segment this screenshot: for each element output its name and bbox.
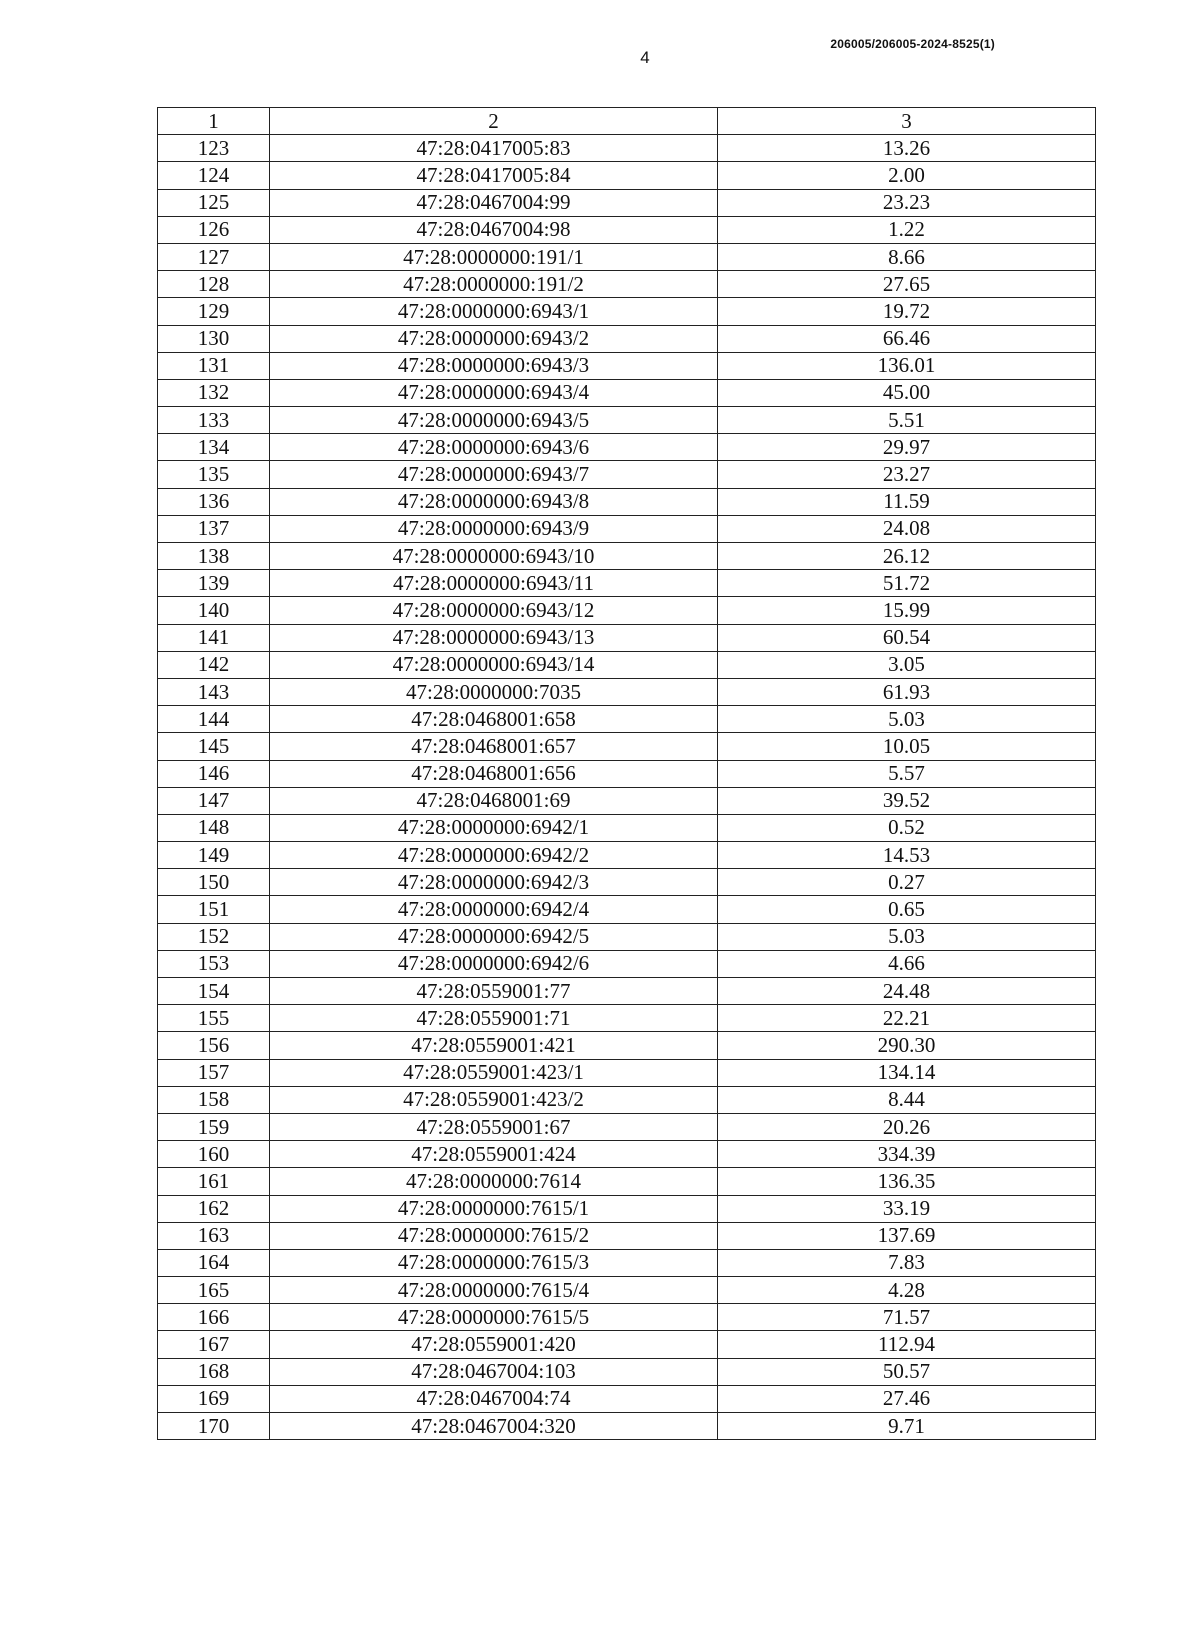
row-number-cell: 163 [158,1222,270,1249]
area-cell: 137.69 [718,1222,1096,1249]
area-cell: 134.14 [718,1059,1096,1086]
table-row [158,978,1096,1005]
row-number-cell: 126 [158,216,270,243]
area-cell: 29.97 [718,434,1096,461]
cadastral-number-cell: 47:28:0559001:424 [270,1141,718,1168]
row-number-cell: 129 [158,298,270,325]
page-number: 4 [640,48,650,67]
row-number-cell: 139 [158,570,270,597]
row-number-cell: 156 [158,1032,270,1059]
row-number-cell: 162 [158,1195,270,1222]
area-cell: 290.30 [718,1032,1096,1059]
table-row [158,379,1096,406]
area-cell: 4.28 [718,1277,1096,1304]
cadastral-number-cell: 47:28:0559001:423/2 [270,1086,718,1113]
cadastral-number-cell: 47:28:0000000:6943/9 [270,515,718,542]
table-row [158,1141,1096,1168]
area-cell: 1.22 [718,216,1096,243]
table-row [158,896,1096,923]
table-row [158,678,1096,705]
area-cell: 71.57 [718,1304,1096,1331]
area-cell: 136.01 [718,352,1096,379]
area-cell: 39.52 [718,787,1096,814]
table-row [158,923,1096,950]
cadastral-number-cell: 47:28:0468001:69 [270,787,718,814]
table-row [158,1059,1096,1086]
table-row [158,407,1096,434]
cadastral-number-cell: 47:28:0468001:658 [270,706,718,733]
row-number-cell: 123 [158,135,270,162]
area-cell: 60.54 [718,624,1096,651]
area-cell: 0.65 [718,896,1096,923]
table-row [158,1413,1096,1440]
table-row [158,1032,1096,1059]
row-number-cell: 131 [158,352,270,379]
cadastral-number-cell: 47:28:0000000:6942/1 [270,814,718,841]
table-row [158,597,1096,624]
row-number-cell: 161 [158,1168,270,1195]
cadastral-number-cell: 47:28:0467004:74 [270,1385,718,1412]
area-cell: 26.12 [718,543,1096,570]
row-number-cell: 152 [158,923,270,950]
row-number-cell: 127 [158,243,270,270]
cadastral-number-cell: 47:28:0559001:421 [270,1032,718,1059]
row-number-cell: 170 [158,1413,270,1440]
table-row [158,1005,1096,1032]
table-row [158,352,1096,379]
table-row [158,1113,1096,1140]
cadastral-number-cell: 47:28:0467004:99 [270,189,718,216]
table-row [158,298,1096,325]
area-cell: 66.46 [718,325,1096,352]
cadastral-number-cell: 47:28:0000000:7615/4 [270,1277,718,1304]
area-cell: 7.83 [718,1249,1096,1276]
row-number-cell: 159 [158,1113,270,1140]
row-number-cell: 169 [158,1385,270,1412]
row-number-cell: 146 [158,760,270,787]
cadastral-number-cell: 47:28:0559001:77 [270,978,718,1005]
area-cell: 4.66 [718,950,1096,977]
table-row [158,1385,1096,1412]
cadastral-number-cell: 47:28:0000000:6942/3 [270,869,718,896]
cadastral-table [157,107,1096,1440]
area-cell: 0.27 [718,869,1096,896]
cadastral-number-cell: 47:28:0000000:6942/5 [270,923,718,950]
cadastral-number-cell: 47:28:0468001:656 [270,760,718,787]
area-cell: 136.35 [718,1168,1096,1195]
row-number-cell: 137 [158,515,270,542]
table-row [158,842,1096,869]
cadastral-number-cell: 47:28:0000000:6943/10 [270,543,718,570]
table-row [158,733,1096,760]
table-row [158,1168,1096,1195]
table-row [158,515,1096,542]
table-row [158,1249,1096,1276]
table-row [158,135,1096,162]
cadastral-number-cell: 47:28:0000000:7035 [270,678,718,705]
cadastral-number-cell: 47:28:0467004:320 [270,1413,718,1440]
cadastral-number-cell: 47:28:0559001:423/1 [270,1059,718,1086]
area-cell: 10.05 [718,733,1096,760]
cadastral-number-cell: 47:28:0000000:7615/1 [270,1195,718,1222]
row-number-cell: 143 [158,678,270,705]
area-cell: 8.66 [718,243,1096,270]
row-number-cell: 157 [158,1059,270,1086]
row-number-cell: 136 [158,488,270,515]
row-number-cell: 158 [158,1086,270,1113]
cadastral-number-cell: 47:28:0000000:6943/11 [270,570,718,597]
area-cell: 51.72 [718,570,1096,597]
table-row [158,950,1096,977]
cadastral-number-cell: 47:28:0417005:83 [270,135,718,162]
area-cell: 50.57 [718,1358,1096,1385]
cadastral-number-cell: 47:28:0467004:98 [270,216,718,243]
cadastral-number-cell: 47:28:0000000:191/2 [270,271,718,298]
table-row [158,624,1096,651]
area-cell: 61.93 [718,678,1096,705]
row-number-cell: 134 [158,434,270,461]
area-cell: 33.19 [718,1195,1096,1222]
area-cell: 24.48 [718,978,1096,1005]
cadastral-number-cell: 47:28:0559001:420 [270,1331,718,1358]
table-header-row [158,108,1096,135]
table-row [158,760,1096,787]
cadastral-number-cell: 47:28:0000000:6942/6 [270,950,718,977]
area-cell: 45.00 [718,379,1096,406]
area-cell: 11.59 [718,488,1096,515]
row-number-cell: 168 [158,1358,270,1385]
cadastral-number-cell: 47:28:0000000:6943/8 [270,488,718,515]
row-number-cell: 138 [158,543,270,570]
table-row [158,243,1096,270]
area-cell: 5.57 [718,760,1096,787]
cadastral-number-cell: 47:28:0000000:6943/5 [270,407,718,434]
area-cell: 3.05 [718,651,1096,678]
row-number-cell: 135 [158,461,270,488]
table-row [158,1277,1096,1304]
row-number-cell: 128 [158,271,270,298]
table-row [158,651,1096,678]
table-row [158,1331,1096,1358]
cadastral-number-cell: 47:28:0000000:7615/3 [270,1249,718,1276]
area-cell: 15.99 [718,597,1096,624]
area-cell: 334.39 [718,1141,1096,1168]
row-number-cell: 151 [158,896,270,923]
area-cell: 2.00 [718,162,1096,189]
area-cell: 0.52 [718,814,1096,841]
table-row [158,1304,1096,1331]
cadastral-number-cell: 47:28:0467004:103 [270,1358,718,1385]
cadastral-number-cell: 47:28:0000000:6943/13 [270,624,718,651]
table-row [158,434,1096,461]
cadastral-number-cell: 47:28:0000000:191/1 [270,243,718,270]
row-number-cell: 167 [158,1331,270,1358]
area-cell: 24.08 [718,515,1096,542]
area-cell: 5.03 [718,923,1096,950]
table-row [158,1195,1096,1222]
row-number-cell: 149 [158,842,270,869]
row-number-cell: 154 [158,978,270,1005]
row-number-cell: 148 [158,814,270,841]
row-number-cell: 124 [158,162,270,189]
area-cell: 5.03 [718,706,1096,733]
table-row [158,488,1096,515]
cadastral-number-cell: 47:28:0559001:67 [270,1113,718,1140]
area-cell: 19.72 [718,298,1096,325]
cadastral-number-cell: 47:28:0000000:6943/12 [270,597,718,624]
header-cell-2: 2 [270,108,718,135]
cadastral-number-cell: 47:28:0000000:6943/2 [270,325,718,352]
table-row [158,706,1096,733]
area-cell: 5.51 [718,407,1096,434]
row-number-cell: 153 [158,950,270,977]
area-cell: 23.23 [718,189,1096,216]
row-number-cell: 164 [158,1249,270,1276]
row-number-cell: 160 [158,1141,270,1168]
cadastral-number-cell: 47:28:0000000:6943/14 [270,651,718,678]
cadastral-number-cell: 47:28:0000000:7614 [270,1168,718,1195]
row-number-cell: 125 [158,189,270,216]
cadastral-number-cell: 47:28:0000000:6943/7 [270,461,718,488]
table-row [158,271,1096,298]
cadastral-number-cell: 47:28:0000000:6943/4 [270,379,718,406]
table-row [158,570,1096,597]
cadastral-number-cell: 47:28:0000000:6942/4 [270,896,718,923]
area-cell: 27.46 [718,1385,1096,1412]
row-number-cell: 130 [158,325,270,352]
table-row [158,543,1096,570]
cadastral-number-cell: 47:28:0000000:7615/2 [270,1222,718,1249]
table-row [158,1358,1096,1385]
cadastral-number-cell: 47:28:0000000:6942/2 [270,842,718,869]
area-cell: 23.27 [718,461,1096,488]
table-row [158,162,1096,189]
table-row [158,1222,1096,1249]
row-number-cell: 144 [158,706,270,733]
header-cell-1: 1 [158,108,270,135]
table-row [158,1086,1096,1113]
cadastral-number-cell: 47:28:0000000:6943/1 [270,298,718,325]
row-number-cell: 132 [158,379,270,406]
cadastral-number-cell: 47:28:0417005:84 [270,162,718,189]
area-cell: 112.94 [718,1331,1096,1358]
area-cell: 27.65 [718,271,1096,298]
row-number-cell: 142 [158,651,270,678]
table-row [158,869,1096,896]
table-row [158,814,1096,841]
table-body [158,108,1096,1440]
area-cell: 9.71 [718,1413,1096,1440]
area-cell: 14.53 [718,842,1096,869]
row-number-cell: 147 [158,787,270,814]
table-row [158,325,1096,352]
row-number-cell: 133 [158,407,270,434]
document-id: 206005/206005-2024-8525(1) [830,37,995,51]
cadastral-number-cell: 47:28:0000000:6943/3 [270,352,718,379]
area-cell: 20.26 [718,1113,1096,1140]
row-number-cell: 140 [158,597,270,624]
table-row [158,787,1096,814]
area-cell: 13.26 [718,135,1096,162]
header-cell-3: 3 [718,108,1096,135]
row-number-cell: 166 [158,1304,270,1331]
cadastral-number-cell: 47:28:0000000:6943/6 [270,434,718,461]
table-row [158,461,1096,488]
row-number-cell: 155 [158,1005,270,1032]
row-number-cell: 150 [158,869,270,896]
cadastral-number-cell: 47:28:0000000:7615/5 [270,1304,718,1331]
cadastral-number-cell: 47:28:0468001:657 [270,733,718,760]
area-cell: 8.44 [718,1086,1096,1113]
table-row [158,189,1096,216]
area-cell: 22.21 [718,1005,1096,1032]
row-number-cell: 145 [158,733,270,760]
row-number-cell: 141 [158,624,270,651]
row-number-cell: 165 [158,1277,270,1304]
table-row [158,216,1096,243]
cadastral-number-cell: 47:28:0559001:71 [270,1005,718,1032]
